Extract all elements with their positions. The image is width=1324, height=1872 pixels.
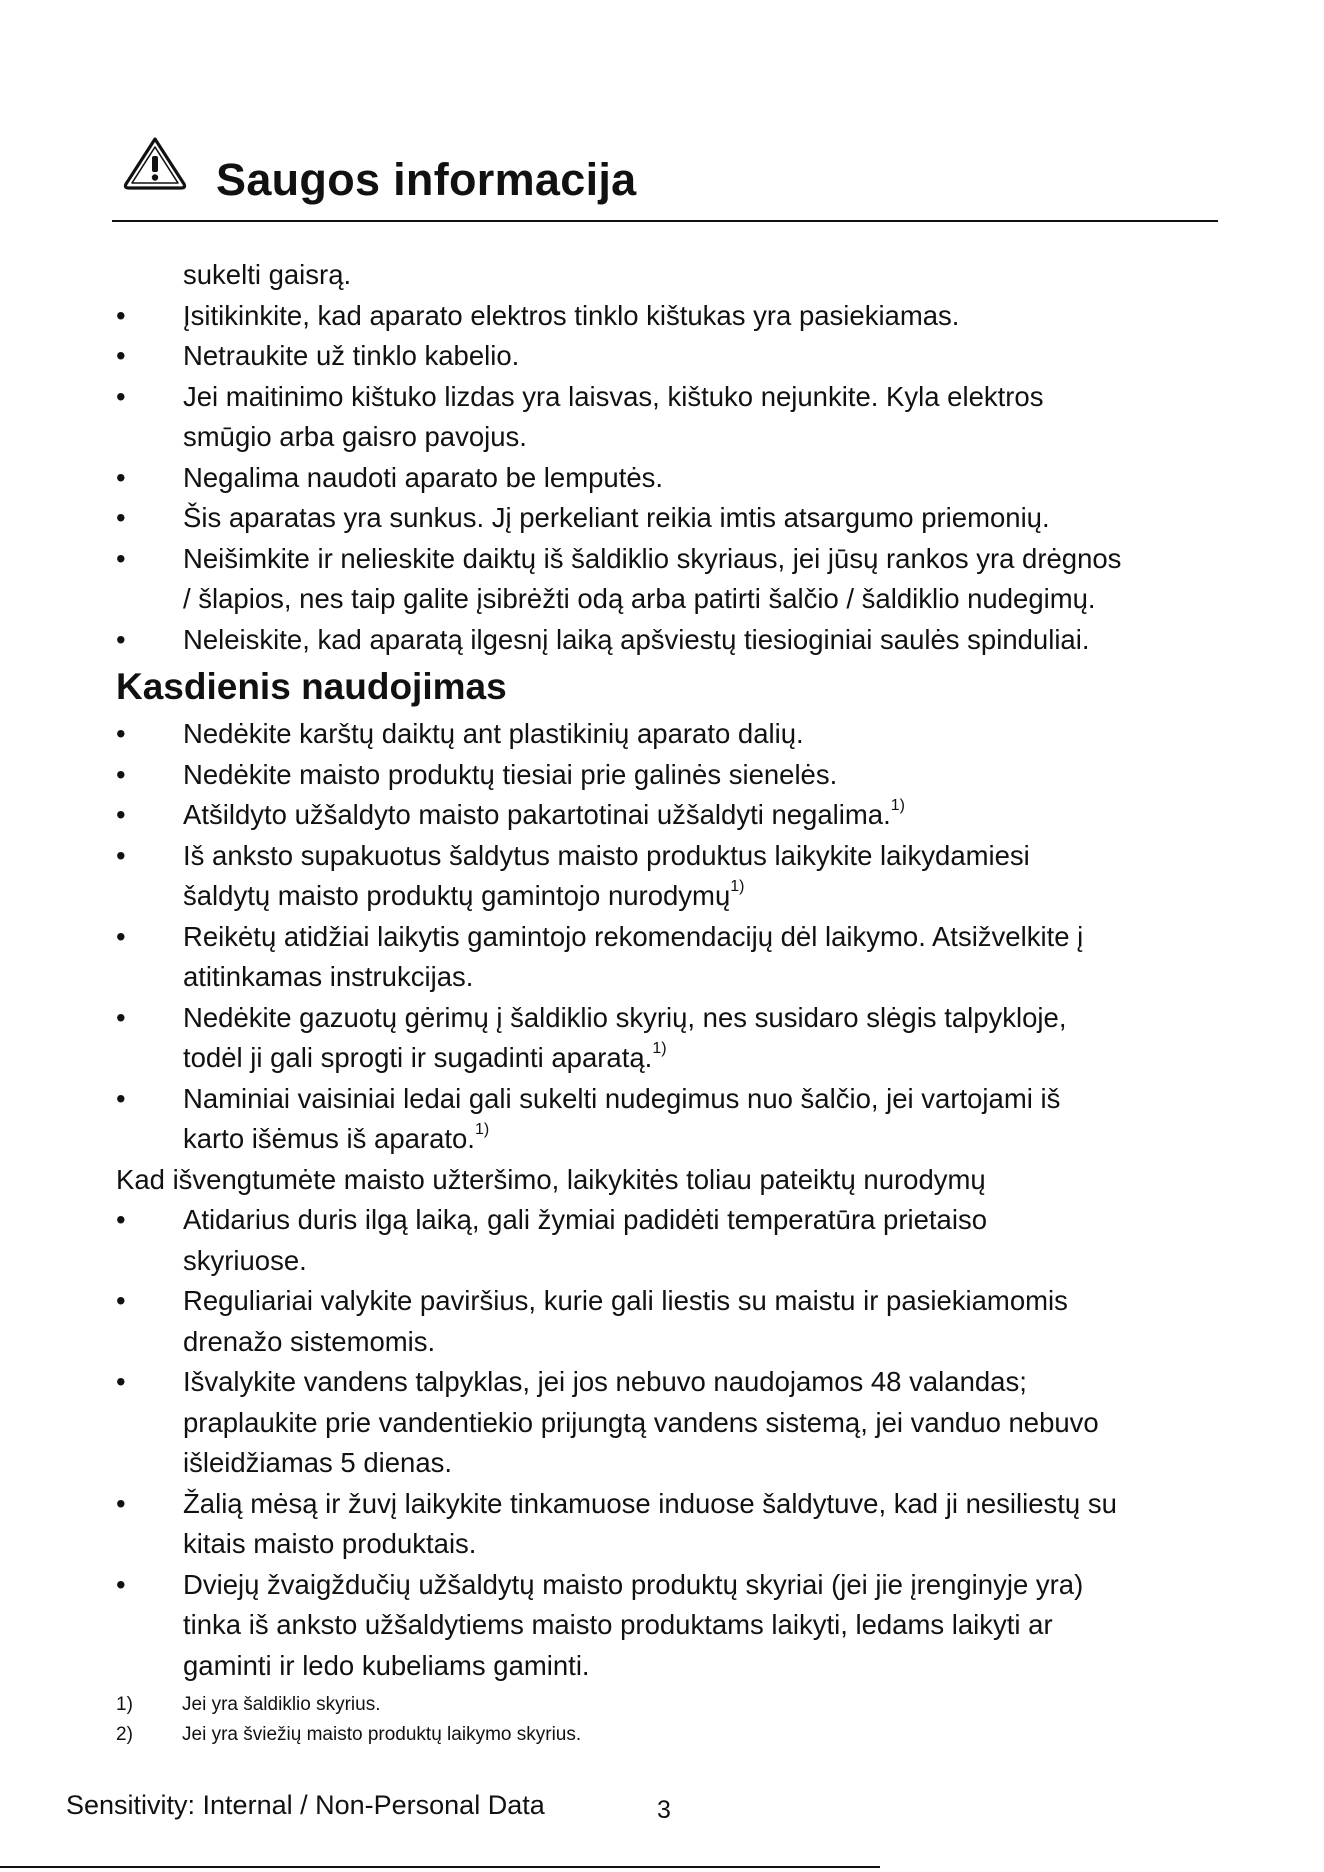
list-item-text: karto išėmus iš aparato. — [183, 1123, 475, 1154]
bullet-icon: • — [116, 380, 126, 412]
bullet-icon: • — [116, 1285, 126, 1316]
list-item — [116, 917, 1226, 998]
list-item-line — [183, 1200, 1226, 1241]
list-item-text: Šis aparatas yra sunkus. Jį perkeliant reikia imtis atsargumo priemonių. — [183, 502, 1050, 533]
page-body — [116, 255, 1226, 1750]
list-item-text: šaldytų maisto produktų gamintojo nurodymų — [183, 880, 731, 911]
list-item-text: Negalima naudoti aparato be lemputės. — [183, 461, 664, 493]
footnotes — [116, 1690, 1226, 1750]
list-item-text: Įsitikinkite, kad aparato elektros tinklo kištukas yra pasiekiamas. — [183, 299, 960, 331]
list-item — [116, 755, 1226, 796]
list-item-line — [183, 1281, 1226, 1322]
bullet-icon: • — [116, 920, 126, 952]
list-item-text: Reikėtų atidžiai laikytis gamintojo rekomendacijų dėl laikymo. Atsižvelkite į — [183, 920, 1084, 952]
list-item-text: praplaukite prie vandentiekio prijungtą vandens sistemą, jei vanduo nebuvo — [183, 1406, 1099, 1438]
list-item — [116, 336, 1226, 377]
bullet-icon: • — [116, 299, 126, 331]
list-item — [116, 836, 1226, 917]
list-item-line — [183, 620, 1226, 661]
list-item-line — [183, 336, 1226, 377]
list-item-line — [183, 1524, 1226, 1565]
safety-list — [116, 296, 1226, 661]
list-item-line — [183, 1605, 1226, 1646]
page-header — [112, 128, 1218, 222]
list-item-line — [183, 1241, 1226, 1282]
list-item — [116, 1362, 1226, 1484]
bullet-icon: • — [116, 340, 126, 371]
list-item-line — [183, 755, 1226, 796]
footnote-text: Jei yra šviežių maisto produktų laikymo skyrius. — [182, 1724, 582, 1745]
footnote-text: Jei yra šaldiklio skyrius. — [182, 1694, 381, 1715]
page-number: 3 — [657, 1796, 671, 1824]
list-item — [116, 1484, 1226, 1565]
bullet-icon: • — [116, 461, 126, 493]
food-contamination-list — [116, 1200, 1226, 1686]
page-title: Saugos informacija — [216, 154, 637, 205]
list-item-text: Atidarius duris ilgą laiką, gali žymiai padidėti temperatūra prietaiso — [183, 1204, 987, 1235]
list-item-text: Reguliariai valykite paviršius, kurie gali liestis su maistu ir pasiekiamomis — [183, 1285, 1068, 1316]
list-item — [116, 296, 1226, 337]
list-item-line — [183, 539, 1226, 580]
bullet-icon: • — [116, 1204, 126, 1235]
list-item-line — [183, 917, 1226, 958]
list-item-line — [183, 417, 1226, 458]
list-item-text: Atšildyto užšaldyto maisto pakartotinai užšaldyti negalima. — [183, 799, 891, 830]
list-item-line — [183, 296, 1226, 337]
list-item-text: skyriuose. — [183, 1244, 307, 1276]
bullet-icon: • — [116, 502, 126, 533]
bullet-icon: • — [116, 542, 126, 574]
footnote-marker: 1) — [474, 1120, 490, 1138]
bullet-icon: • — [116, 758, 126, 790]
bullet-icon: • — [116, 839, 126, 871]
list-item-text: Jei maitinimo kištuko lizdas yra laisvas, kištuko nejunkite. Kyla elektros — [183, 380, 1044, 412]
list-item — [116, 539, 1226, 620]
list-item-line — [183, 1362, 1226, 1403]
list-item-line — [183, 876, 1226, 917]
bullet-icon: • — [116, 1082, 126, 1114]
list-item-text: Iš anksto supakuotus šaldytus maisto produktus laikykite laikydamiesi — [183, 839, 1030, 871]
section-intro: Kad išvengtumėte maisto užteršimo, laikykitės toliau pateiktų nurodymų — [116, 1163, 986, 1195]
footnote-number: 1) — [116, 1694, 133, 1715]
footer-rule — [0, 1866, 880, 1868]
footnote-number: 2) — [116, 1724, 133, 1745]
list-item-line — [183, 998, 1226, 1039]
section-heading: Kasdienis naudojimas — [116, 666, 507, 707]
list-item-line — [183, 498, 1226, 539]
footnote-marker: 1) — [730, 877, 745, 895]
list-item-line — [183, 1119, 1226, 1160]
list-item-text: tinka iš anksto užšaldytiems maisto produktams laikyti, ledams laikyti ar — [183, 1609, 1053, 1640]
list-item-text: Nedėkite karštų daiktų ant plastikinių aparato dalių. — [183, 718, 804, 749]
list-item-text: todėl ji gali sprogti ir sugadinti aparatą. — [183, 1042, 653, 1073]
sensitivity-label: Sensitivity: Internal / Non-Personal Data — [66, 1790, 545, 1820]
list-item — [116, 458, 1226, 499]
list-item — [116, 998, 1226, 1079]
list-item-text: / šlapios, nes taip galite įsibrėžti odą arba patirti šalčio / šaldiklio nudegimų. — [183, 583, 1096, 614]
list-item — [116, 714, 1226, 755]
list-item — [116, 1079, 1226, 1160]
list-item-line — [183, 1403, 1226, 1444]
bullet-icon: • — [116, 1568, 126, 1600]
list-item-text: Neleiskite, kad aparatą ilgesnį laiką apšviestų tiesioginiai saulės spinduliai. — [183, 623, 1090, 655]
list-item — [116, 1281, 1226, 1362]
bullet-icon: • — [116, 1001, 126, 1033]
list-item-line — [183, 1443, 1226, 1484]
list-item — [116, 795, 1226, 836]
bullet-icon: • — [116, 623, 126, 655]
list-item — [116, 1200, 1226, 1281]
continued-text: sukelti gaisrą. — [183, 259, 352, 290]
list-item — [116, 620, 1226, 661]
list-item — [116, 377, 1226, 458]
footnote-marker: 1) — [890, 796, 905, 814]
list-item-text: Išvalykite vandens talpyklas, jei jos nebuvo naudojamos 48 valandas; — [183, 1366, 1027, 1397]
list-item-line — [183, 836, 1226, 877]
list-item-text: Netraukite už tinklo kabelio. — [183, 340, 520, 371]
list-item-line — [183, 795, 1226, 836]
warning-triangle-icon — [120, 134, 190, 194]
list-item-text: Naminiai vaisiniai ledai gali sukelti nudegimus nuo šalčio, jei vartojami iš — [183, 1082, 1061, 1114]
list-item — [116, 498, 1226, 539]
list-item-line — [183, 1038, 1226, 1079]
list-item-text: Neišimkite ir nelieskite daiktų iš šaldiklio skyriaus, jei jūsų rankos yra drėgnos — [183, 542, 1122, 574]
list-item-line — [183, 377, 1226, 418]
list-item-text: išleidžiamas 5 dienas. — [183, 1447, 453, 1478]
list-item-line — [183, 1484, 1226, 1525]
footnote-marker: 1) — [652, 1039, 667, 1057]
bullet-icon: • — [116, 1366, 126, 1397]
list-item-line — [183, 1322, 1226, 1363]
list-item-line — [183, 458, 1226, 499]
list-item-text: atitinkamas instrukcijas. — [183, 961, 474, 992]
list-item-line — [183, 579, 1226, 620]
list-item-text: Dviejų žvaigždučių užšaldytų maisto produktų skyriai (jei jie įrenginyje yra) — [183, 1568, 1084, 1600]
bullet-icon: • — [116, 799, 126, 830]
list-item-text: Nedėkite maisto produktų tiesiai prie galinės sienelės. — [183, 758, 838, 790]
daily-use-list — [116, 714, 1226, 1160]
list-item-line — [183, 1079, 1226, 1120]
list-item-line — [183, 957, 1226, 998]
list-item-text: Žalią mėsą ir žuvį laikykite tinkamuose induose šaldytuve, kad ji nesiliestų su — [183, 1487, 1117, 1519]
bullet-icon: • — [116, 718, 126, 749]
list-item-line — [183, 1646, 1226, 1687]
list-item-line — [183, 714, 1226, 755]
list-item-text: gaminti ir ledo kubeliams gaminti. — [183, 1649, 590, 1681]
list-item-text: drenažo sistemomis. — [183, 1325, 436, 1357]
list-item-text: kitais maisto produktais. — [183, 1528, 477, 1559]
list-item-text: smūgio arba gaisro pavojus. — [183, 421, 527, 452]
list-item — [116, 1565, 1226, 1687]
footnote — [116, 1690, 1226, 1720]
list-item-line — [183, 1565, 1226, 1606]
bullet-icon: • — [116, 1487, 126, 1519]
list-item-text: Nedėkite gazuotų gėrimų į šaldiklio skyrių, nes susidaro slėgis talpykloje, — [183, 1001, 1067, 1033]
footnote — [116, 1720, 1226, 1750]
